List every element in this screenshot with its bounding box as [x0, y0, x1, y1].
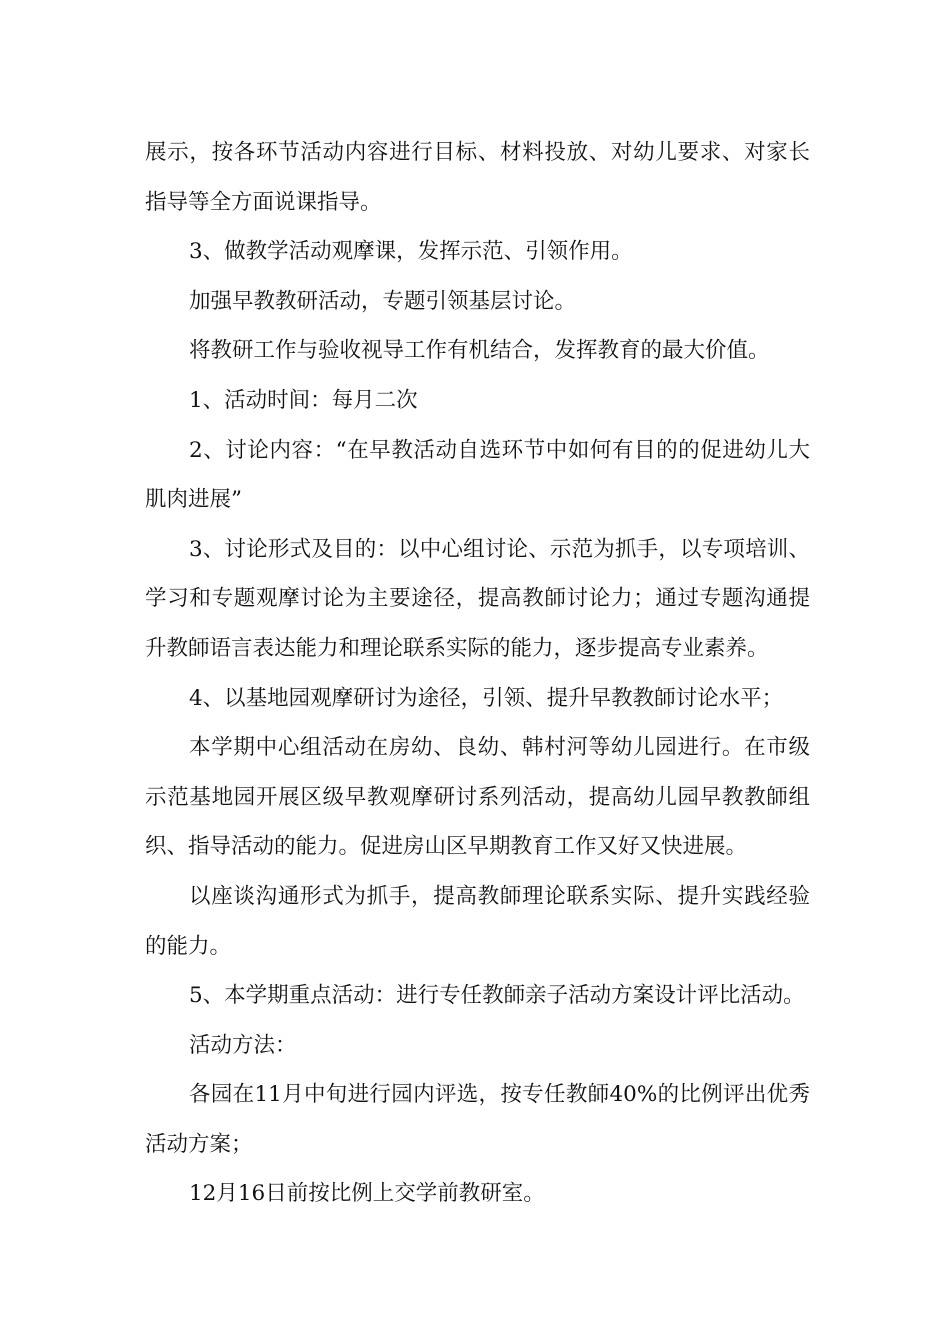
paragraph-12: 活动方法：	[189, 1032, 297, 1058]
paragraph-2: 3、做教学活动观摩课，发挥示范、引领作用。	[189, 239, 633, 265]
paragraph-14: 12月16日前按比例上交学前教研室。	[189, 1181, 545, 1207]
document-body	[145, 128, 810, 1219]
paragraph-8: 4、以基地园观摩研讨为途径，引领、提升早教教師讨论水平；	[189, 685, 784, 711]
paragraph-9: 本学期中心组活动在房幼、良幼、韩村河等幼儿园进行。在市级示范基地园开展区级早教观摩研讨系列活动，提高幼儿园早教教師组织、指导活动的能力。促进房山区早期教育工作又好又快进展。	[145, 735, 810, 860]
paragraph-1: 展示，按各环节活动内容进行目标、材料投放、对幼儿要求、对家长指导等全方面说课指导。	[145, 140, 810, 215]
paragraph-6: 2、讨论内容：“在早教活动自选环节中如何有目的的促进幼儿大肌肉进展”	[145, 437, 810, 513]
paragraph-4: 将教研工作与验收视导工作有机结合，发挥教育的最大价值。	[189, 338, 770, 364]
paragraph-7: 3、讨论形式及目的：以中心组讨论、示范为抓手，以专项培训、学习和专题观摩讨论为主要途径，提高教師讨论力；通过专题沟通提升教師语言表达能力和理论联系实际的能力，逐步提高专业素养。	[145, 536, 810, 661]
paragraph-11: 5、本学期重点活动：进行专任教師亲子活动方案设计评比活动。	[189, 983, 805, 1009]
paragraph-5: 1、活动时间：每月二次	[189, 387, 418, 413]
paragraph-3: 加强早教教研活动，专题引领基层讨论。	[189, 288, 577, 314]
paragraph-13: 各园在11月中旬进行园内评选，按专任教師40%的比例评出优秀活动方案；	[145, 1082, 810, 1157]
paragraph-10: 以座谈沟通形式为抓手，提高教師理论联系实际、提升实践经验的能力。	[145, 883, 810, 959]
